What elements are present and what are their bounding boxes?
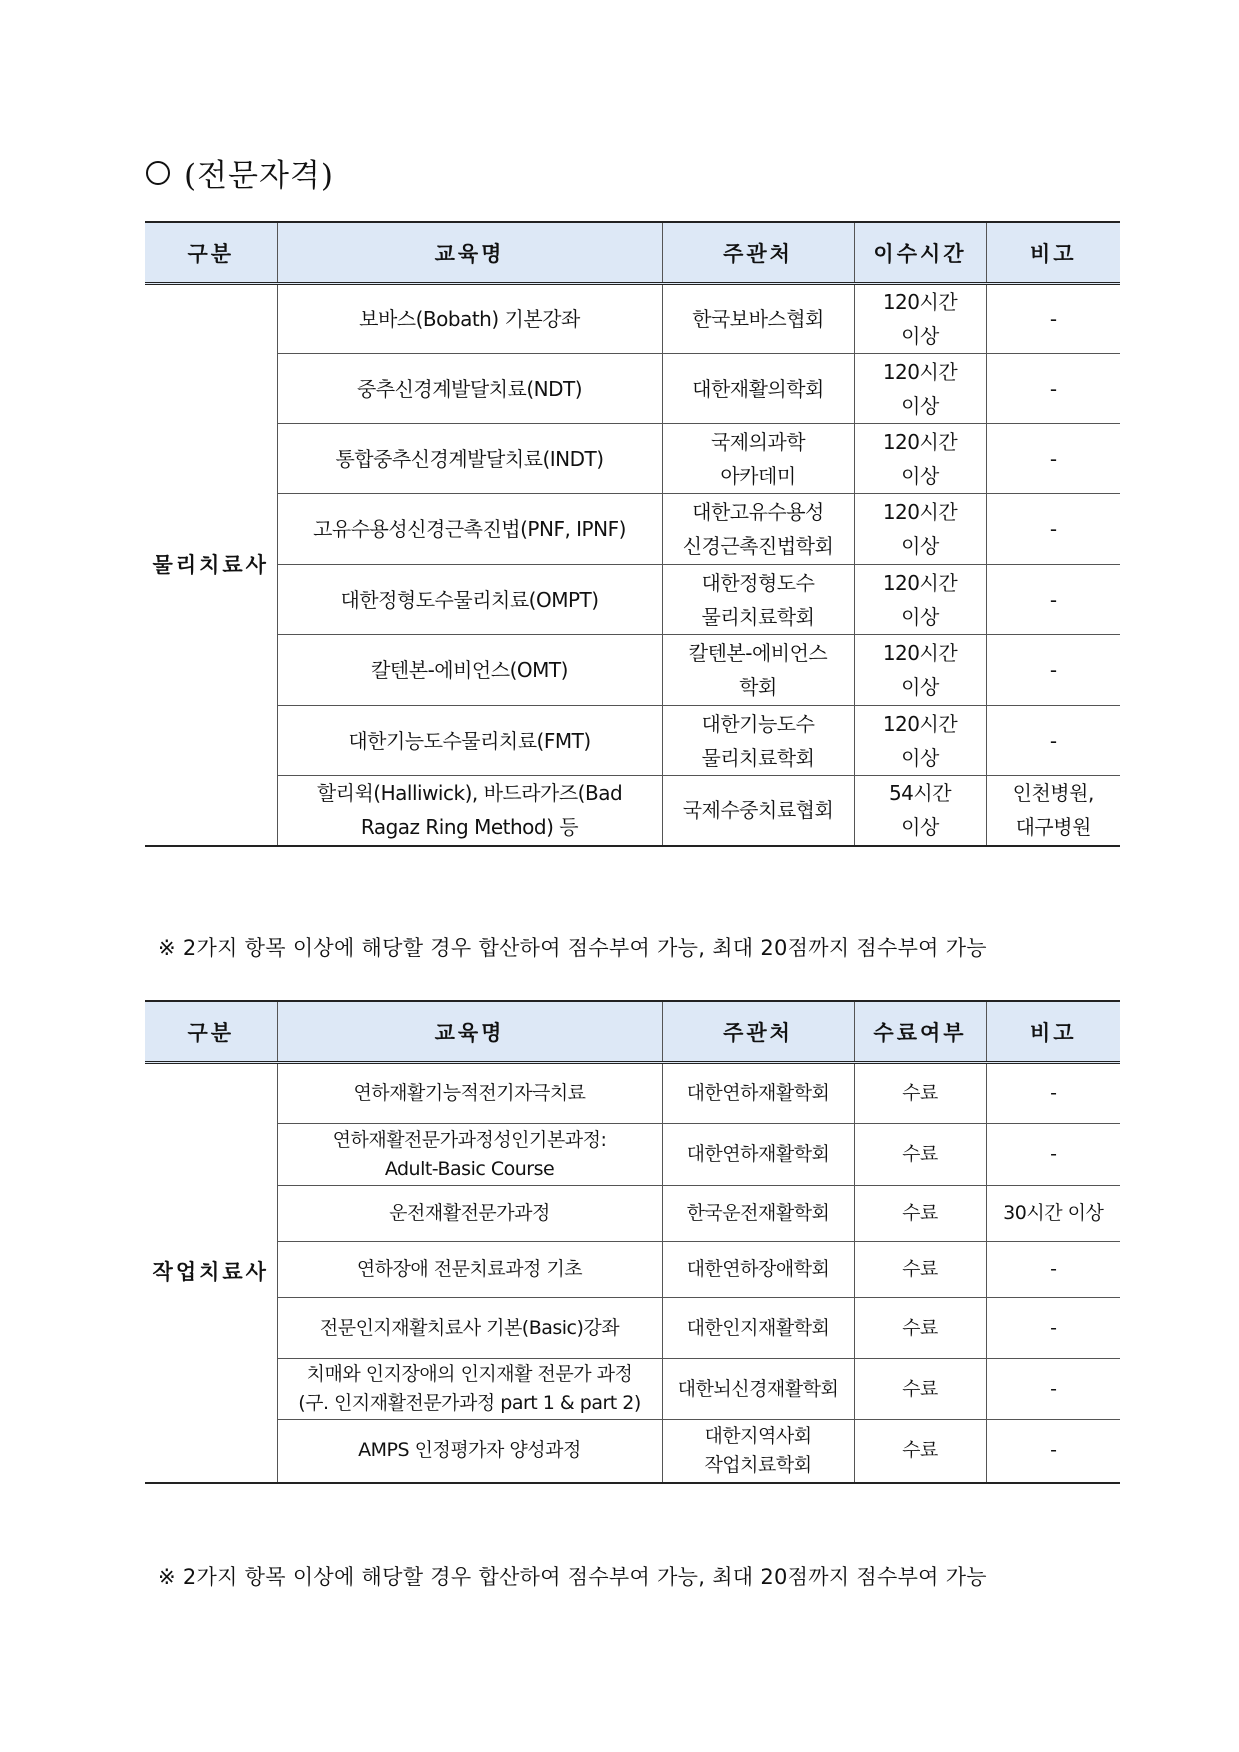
remarks-cell bbox=[986, 1359, 1120, 1420]
remarks-cell-line: - bbox=[1049, 658, 1057, 682]
remarks-cell-line: 인천병원, bbox=[1012, 781, 1094, 806]
remarks-cell bbox=[986, 635, 1120, 706]
course-name-cell bbox=[277, 1420, 662, 1483]
hours-cell bbox=[854, 706, 986, 776]
completion-cell bbox=[854, 1124, 986, 1186]
organizer-cell-line: 칼텐본-에비언스 bbox=[688, 641, 828, 665]
course-name-cell-line: 대한정형도수물리치료(OMPT) bbox=[340, 587, 599, 612]
table2-header-remarks: 비고 bbox=[986, 1001, 1120, 1063]
table2-header-category: 구분 bbox=[145, 1001, 277, 1063]
course-name-cell-line: 보바스(Bobath) 기본강좌 bbox=[359, 307, 580, 331]
remarks-cell-line: - bbox=[1050, 1439, 1057, 1462]
remarks-cell-line: - bbox=[1049, 728, 1057, 753]
course-name-cell-line: 할리윅(Halliwick), 바드라가즈(Bad bbox=[316, 781, 623, 806]
hours-cell bbox=[854, 424, 986, 494]
course-name-cell-line: 대한기능도수물리치료(FMT) bbox=[348, 728, 591, 753]
table-row bbox=[145, 776, 1120, 846]
circle-bullet-icon bbox=[146, 161, 170, 185]
table-row bbox=[145, 424, 1120, 494]
table1-header-course: 교육명 bbox=[277, 222, 662, 284]
hours-cell bbox=[854, 776, 986, 846]
organizer-cell-line: 대한인지재활학회 bbox=[686, 1316, 830, 1339]
organizer-cell-line: 대한정형도수 bbox=[701, 570, 815, 595]
remarks-cell-line: - bbox=[1050, 1143, 1057, 1165]
organizer-cell bbox=[662, 1242, 854, 1298]
course-name-cell bbox=[277, 284, 662, 354]
section-heading-text: (전문자격) bbox=[184, 158, 334, 194]
remarks-cell bbox=[986, 424, 1120, 494]
course-name-cell-line: 통합중추신경계발달치료(INDT) bbox=[335, 446, 604, 471]
table1-header-category: 구분 bbox=[145, 222, 277, 284]
hours-cell-line: 120시간 bbox=[882, 500, 958, 524]
completion-cell-line: 수료 bbox=[902, 1202, 938, 1224]
course-name-cell bbox=[277, 354, 662, 424]
organizer-cell-line: 대한재활의학회 bbox=[692, 376, 824, 401]
course-name-cell bbox=[277, 424, 662, 494]
table2-header-row bbox=[145, 1001, 1120, 1063]
completion-cell-line: 수료 bbox=[902, 1082, 938, 1104]
remarks-cell bbox=[986, 284, 1120, 354]
course-name-cell-line: 고유수용성신경근촉진법(PNF, IPNF) bbox=[313, 517, 626, 541]
remarks-cell bbox=[986, 1242, 1120, 1298]
remarks-cell bbox=[986, 354, 1120, 424]
remarks-cell bbox=[986, 1063, 1120, 1124]
hours-cell-line: 120시간 bbox=[882, 359, 958, 384]
organizer-cell-line: 대한연하장애학회 bbox=[686, 1258, 830, 1280]
table2-group-label: 작업치료사 bbox=[145, 1063, 277, 1483]
hours-cell-line: 이상 bbox=[901, 324, 939, 348]
organizer-cell-line: 국제수중치료협회 bbox=[682, 798, 834, 823]
table1-header-hours: 이수시간 bbox=[854, 222, 986, 284]
remarks-cell-line: - bbox=[1049, 517, 1057, 541]
completion-cell bbox=[854, 1420, 986, 1483]
course-name-cell bbox=[277, 494, 662, 565]
organizer-cell-line: 대한기능도수 bbox=[701, 711, 815, 736]
organizer-cell bbox=[662, 354, 854, 424]
occupational-therapist-table bbox=[145, 1000, 1120, 1484]
organizer-cell-line: 물리치료학회 bbox=[701, 604, 815, 629]
remarks-cell bbox=[986, 1420, 1120, 1483]
remarks-cell-line: - bbox=[1049, 376, 1057, 401]
organizer-cell bbox=[662, 1063, 854, 1124]
table1-footnote: ※ 2가지 항목 이상에 해당할 경우 합산하여 점수부여 가능, 최대 20점까지 점수부여 가능 bbox=[158, 936, 987, 960]
organizer-cell-line: 대한고유수용성 bbox=[692, 500, 824, 524]
table1-group-label: 물리치료사 bbox=[145, 284, 277, 846]
hours-cell-line: 120시간 bbox=[882, 570, 958, 595]
table-row bbox=[145, 565, 1120, 635]
organizer-cell-line: 학회 bbox=[739, 675, 777, 699]
hours-cell-line: 54시간 bbox=[888, 781, 952, 806]
course-name-cell-line: 운전재활전문가과정 bbox=[389, 1202, 550, 1224]
remarks-cell bbox=[986, 1186, 1120, 1242]
hours-cell-line: 이상 bbox=[901, 675, 939, 699]
course-name-cell bbox=[277, 1242, 662, 1298]
table-row bbox=[145, 1298, 1120, 1359]
table-row bbox=[145, 284, 1120, 354]
table1-header-row bbox=[145, 222, 1120, 284]
remarks-cell bbox=[986, 776, 1120, 846]
hours-cell bbox=[854, 635, 986, 706]
organizer-cell bbox=[662, 565, 854, 635]
organizer-cell-line: 국제의과학 bbox=[710, 429, 806, 454]
table2-header-course: 교육명 bbox=[277, 1001, 662, 1063]
hours-cell bbox=[854, 284, 986, 354]
table1-header-remarks: 비고 bbox=[986, 222, 1120, 284]
course-name-cell-line: (구. 인지재활전문가과정 part 1 & part 2) bbox=[298, 1392, 641, 1414]
course-name-cell bbox=[277, 1298, 662, 1359]
table-row bbox=[145, 1186, 1120, 1242]
organizer-cell bbox=[662, 1298, 854, 1359]
organizer-cell-line: 물리치료학회 bbox=[701, 745, 815, 770]
remarks-cell-line: - bbox=[1050, 1258, 1057, 1280]
hours-cell-line: 이상 bbox=[901, 393, 939, 418]
course-name-cell bbox=[277, 1124, 662, 1186]
completion-cell bbox=[854, 1298, 986, 1359]
remarks-cell-line: - bbox=[1049, 587, 1057, 612]
remarks-cell bbox=[986, 706, 1120, 776]
remarks-cell-line: - bbox=[1049, 446, 1057, 471]
hours-cell-line: 이상 bbox=[901, 604, 939, 629]
organizer-cell-line: 작업치료학회 bbox=[704, 1453, 812, 1476]
table-row bbox=[145, 1063, 1120, 1124]
course-name-cell-line: 치매와 인지장애의 인지재활 전문가 과정 bbox=[306, 1363, 633, 1385]
remarks-cell-line: - bbox=[1050, 1316, 1057, 1339]
organizer-cell-line: 대한연하재활학회 bbox=[686, 1143, 830, 1165]
organizer-cell bbox=[662, 1420, 854, 1483]
hours-cell-line: 120시간 bbox=[882, 429, 958, 454]
organizer-cell bbox=[662, 494, 854, 565]
hours-cell-line: 이상 bbox=[901, 534, 939, 558]
table-row bbox=[145, 706, 1120, 776]
course-name-cell bbox=[277, 1063, 662, 1124]
completion-cell-line: 수료 bbox=[902, 1439, 938, 1462]
hours-cell bbox=[854, 565, 986, 635]
hours-cell bbox=[854, 354, 986, 424]
hours-cell-line: 이상 bbox=[901, 745, 939, 770]
course-name-cell-line: 연하재활전문가과정성인기본과정: bbox=[332, 1128, 607, 1151]
organizer-cell-line: 한국보바스협회 bbox=[692, 307, 824, 331]
organizer-cell bbox=[662, 284, 854, 354]
course-name-cell bbox=[277, 1359, 662, 1420]
section-heading bbox=[146, 150, 334, 195]
course-name-cell-line: 중추신경계발달치료(NDT) bbox=[356, 376, 583, 401]
organizer-cell-line: 대한뇌신경재활학회 bbox=[677, 1377, 839, 1400]
completion-cell bbox=[854, 1186, 986, 1242]
course-name-cell-line: AMPS 인정평가자 양성과정 bbox=[358, 1439, 581, 1462]
remarks-cell bbox=[986, 1124, 1120, 1186]
course-name-cell-line: 연하재활기능적전기자극치료 bbox=[353, 1082, 586, 1104]
organizer-cell-line: 한국운전재활학회 bbox=[686, 1202, 830, 1224]
hours-cell-line: 120시간 bbox=[882, 641, 958, 665]
course-name-cell bbox=[277, 706, 662, 776]
remarks-cell-line: - bbox=[1050, 1377, 1057, 1400]
organizer-cell bbox=[662, 1124, 854, 1186]
course-name-cell bbox=[277, 635, 662, 706]
course-name-cell bbox=[277, 565, 662, 635]
table-row bbox=[145, 635, 1120, 706]
course-name-cell-line: Ragaz Ring Method) 등 bbox=[360, 815, 579, 840]
table2-footnote: ※ 2가지 항목 이상에 해당할 경우 합산하여 점수부여 가능, 최대 20점까지 점수부여 가능 bbox=[158, 1565, 987, 1589]
remarks-cell bbox=[986, 1298, 1120, 1359]
table-row bbox=[145, 1242, 1120, 1298]
organizer-cell-line: 대한연하재활학회 bbox=[686, 1082, 830, 1104]
completion-cell-line: 수료 bbox=[902, 1143, 938, 1165]
completion-cell bbox=[854, 1359, 986, 1420]
hours-cell-line: 이상 bbox=[901, 463, 939, 488]
remarks-cell-line: - bbox=[1049, 307, 1057, 331]
table-row bbox=[145, 1124, 1120, 1186]
hours-cell-line: 이상 bbox=[901, 815, 939, 840]
organizer-cell bbox=[662, 776, 854, 846]
organizer-cell bbox=[662, 424, 854, 494]
course-name-cell-line: Adult-Basic Course bbox=[384, 1157, 555, 1180]
completion-cell-line: 수료 bbox=[902, 1258, 938, 1280]
table-row bbox=[145, 1359, 1120, 1420]
completion-cell bbox=[854, 1242, 986, 1298]
table1-header-organizer: 주관처 bbox=[662, 222, 854, 284]
organizer-cell bbox=[662, 635, 854, 706]
course-name-cell-line: 전문인지재활치료사 기본(Basic)강좌 bbox=[319, 1316, 620, 1339]
remarks-cell-line: 대구병원 bbox=[1015, 815, 1091, 840]
organizer-cell-line: 대한지역사회 bbox=[704, 1424, 812, 1447]
organizer-cell bbox=[662, 1186, 854, 1242]
table-row bbox=[145, 1420, 1120, 1483]
remarks-cell bbox=[986, 565, 1120, 635]
remarks-cell-line: - bbox=[1050, 1082, 1057, 1104]
organizer-cell bbox=[662, 1359, 854, 1420]
table-row bbox=[145, 494, 1120, 565]
course-name-cell bbox=[277, 1186, 662, 1242]
hours-cell bbox=[854, 494, 986, 565]
organizer-cell-line: 아카데미 bbox=[720, 463, 796, 488]
table2-header-completion: 수료여부 bbox=[854, 1001, 986, 1063]
table2-header-organizer: 주관처 bbox=[662, 1001, 854, 1063]
remarks-cell bbox=[986, 494, 1120, 565]
course-name-cell-line: 연하장애 전문치료과정 기초 bbox=[356, 1258, 583, 1280]
completion-cell-line: 수료 bbox=[902, 1316, 938, 1339]
hours-cell-line: 120시간 bbox=[882, 290, 958, 314]
course-name-cell-line: 칼텐본-에비언스(OMT) bbox=[371, 658, 568, 682]
completion-cell-line: 수료 bbox=[902, 1377, 938, 1400]
organizer-cell-line: 신경근촉진법학회 bbox=[682, 534, 834, 558]
completion-cell bbox=[854, 1063, 986, 1124]
physical-therapist-table bbox=[145, 221, 1120, 847]
table-row bbox=[145, 354, 1120, 424]
organizer-cell bbox=[662, 706, 854, 776]
course-name-cell bbox=[277, 776, 662, 846]
hours-cell-line: 120시간 bbox=[882, 711, 958, 736]
remarks-cell-line: 30시간 이상 bbox=[1003, 1202, 1104, 1224]
